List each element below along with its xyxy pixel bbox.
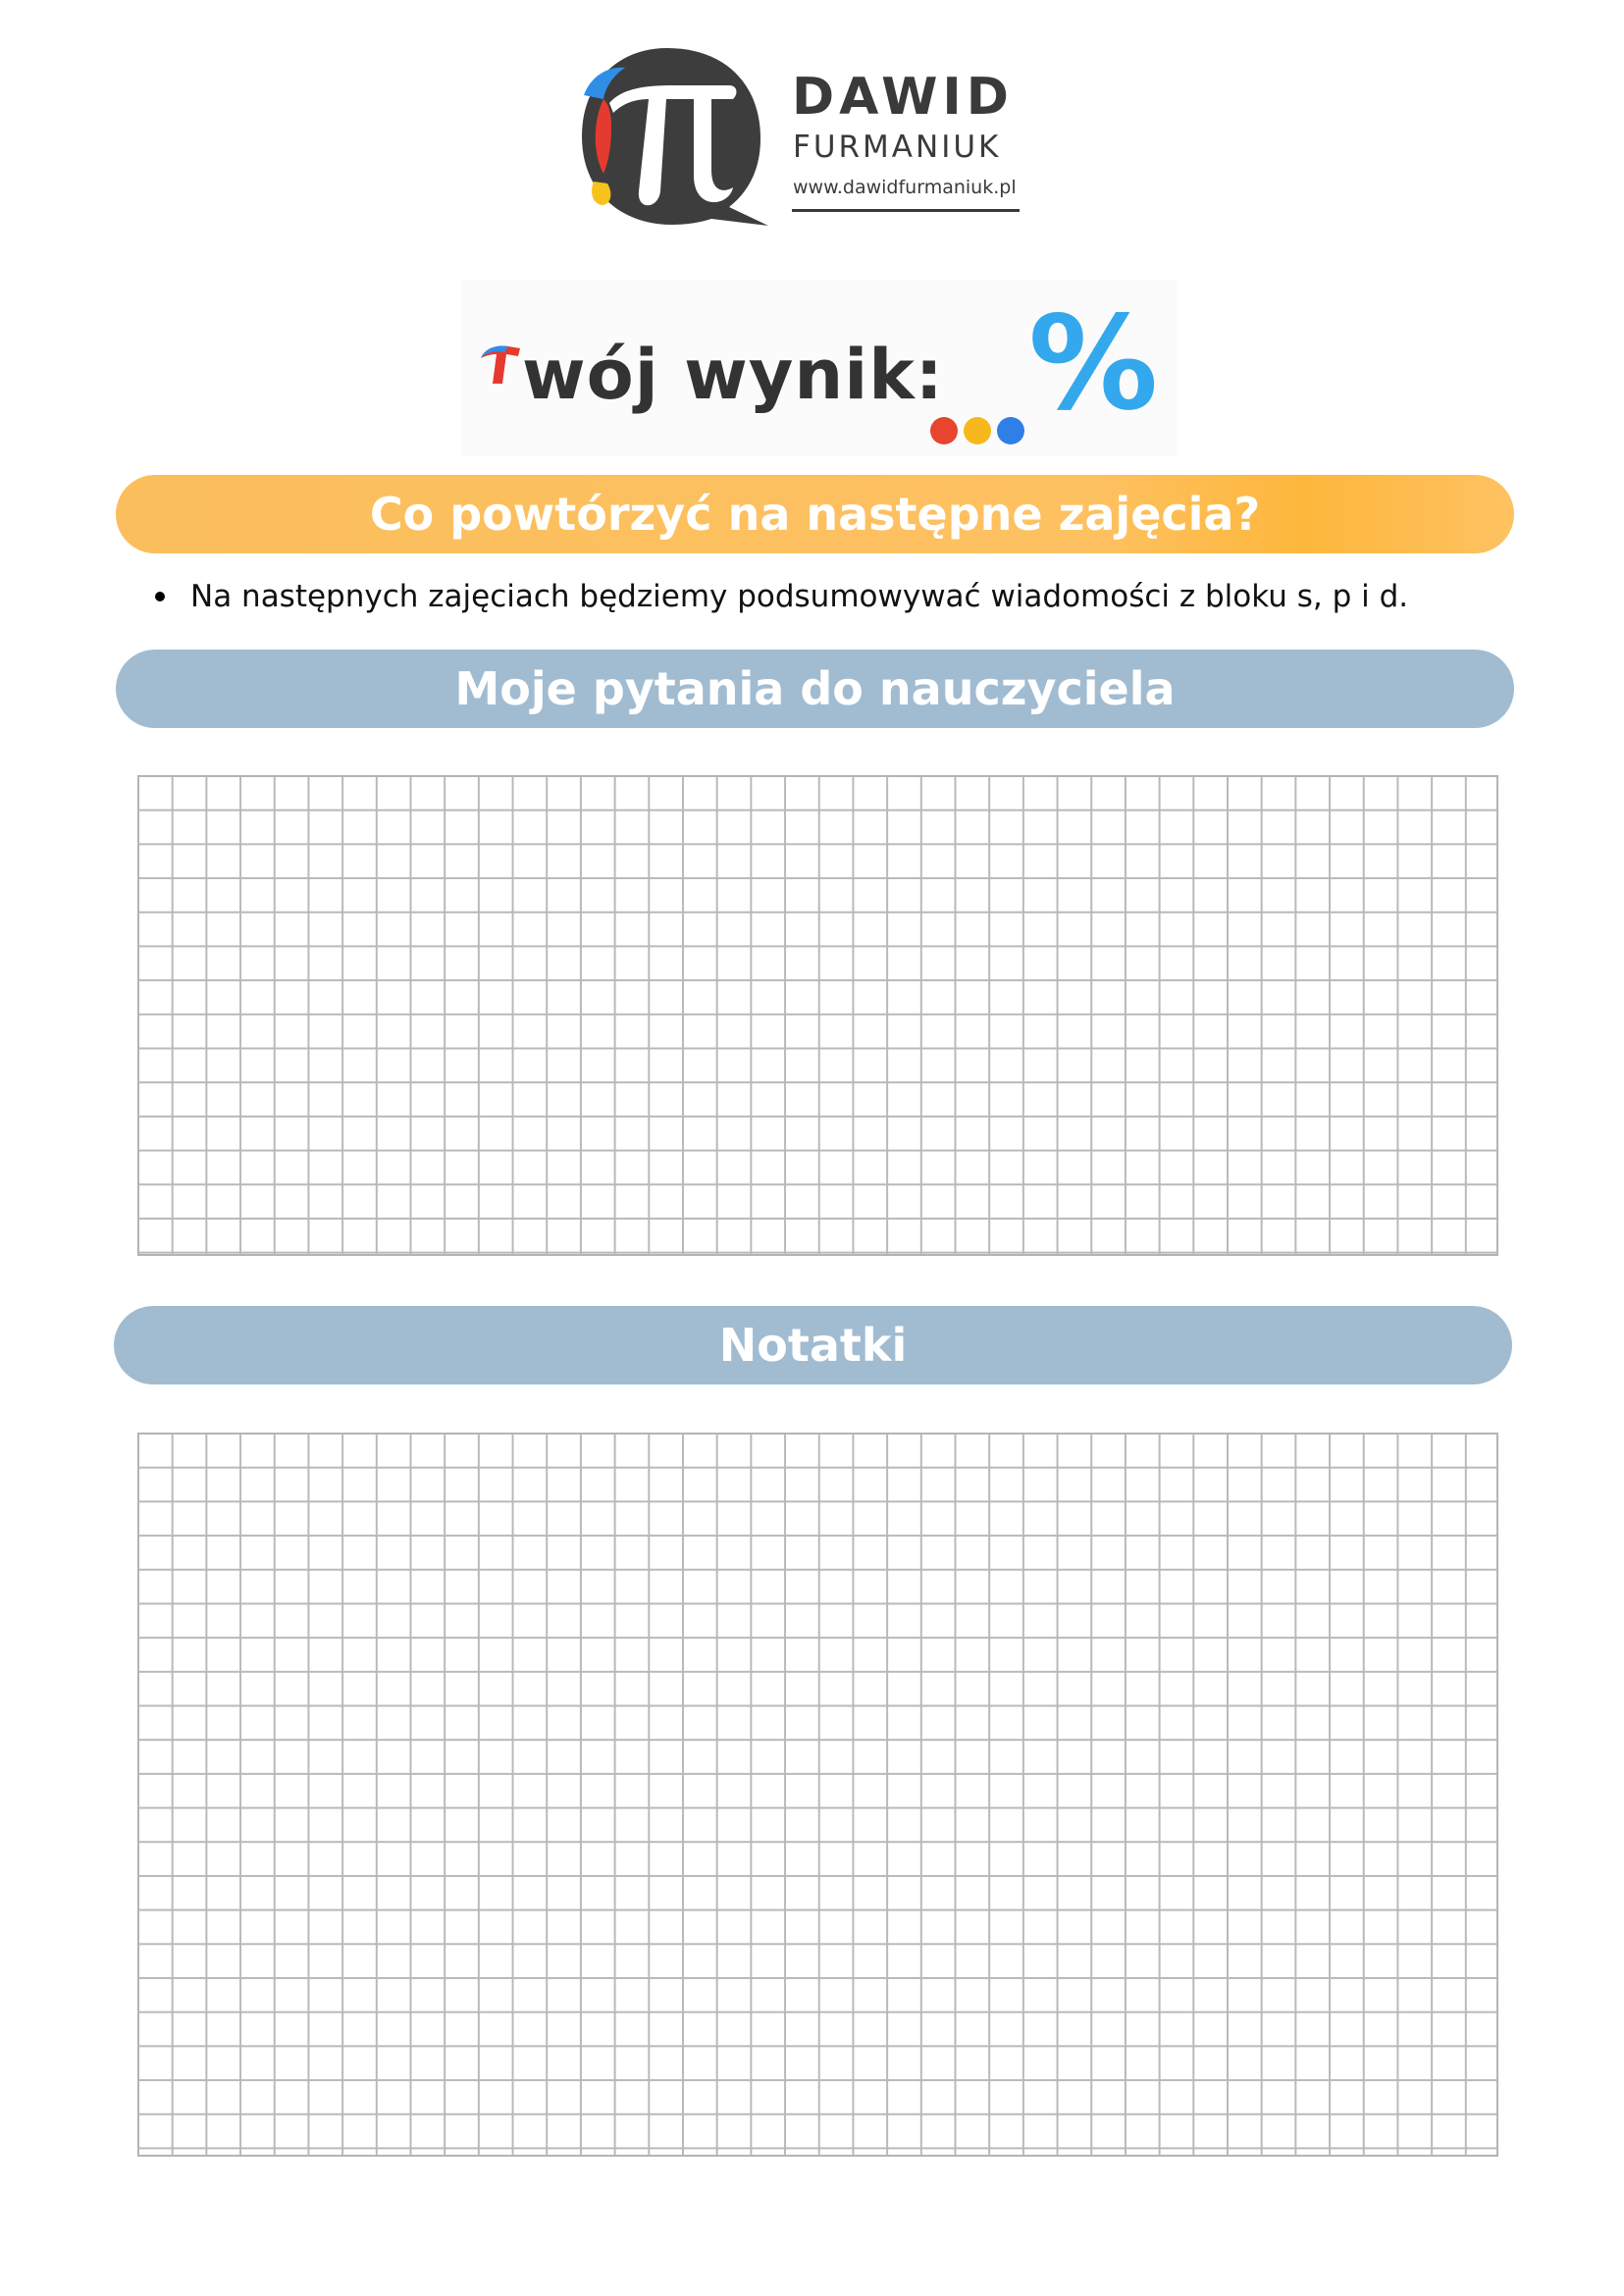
list-item: [152, 577, 1526, 616]
score-dot-yellow: [964, 417, 991, 444]
notes-heading: Notatki: [114, 1306, 1512, 1384]
brand-name-first: DAWID: [792, 68, 1014, 127]
review-item-text: Na następnych zajęciach będziemy podsumowywać wiadomości z bloku s, p i d.: [190, 579, 1409, 614]
questions-heading: Moje pytania do nauczyciela: [116, 650, 1514, 728]
score-box: [461, 280, 1178, 456]
score-dot-blue: [997, 417, 1024, 444]
questions-grid-area[interactable]: [137, 775, 1498, 1256]
score-label: wój wynik:: [522, 335, 944, 415]
brand-url: www.dawidfurmaniuk.pl: [793, 177, 1017, 198]
percent-sign: %: [1028, 288, 1159, 440]
brand-logo: [564, 44, 1035, 231]
brand-divider: [792, 209, 1020, 212]
notes-grid-area[interactable]: [137, 1433, 1498, 2157]
brand-name-last: FURMANIUK: [793, 130, 1002, 165]
pi-speech-bubble-icon: [564, 44, 780, 231]
score-dot-red: [930, 417, 958, 444]
review-heading: Co powtórzyć na następne zajęcia?: [116, 475, 1514, 553]
bullet-icon: [155, 592, 165, 601]
